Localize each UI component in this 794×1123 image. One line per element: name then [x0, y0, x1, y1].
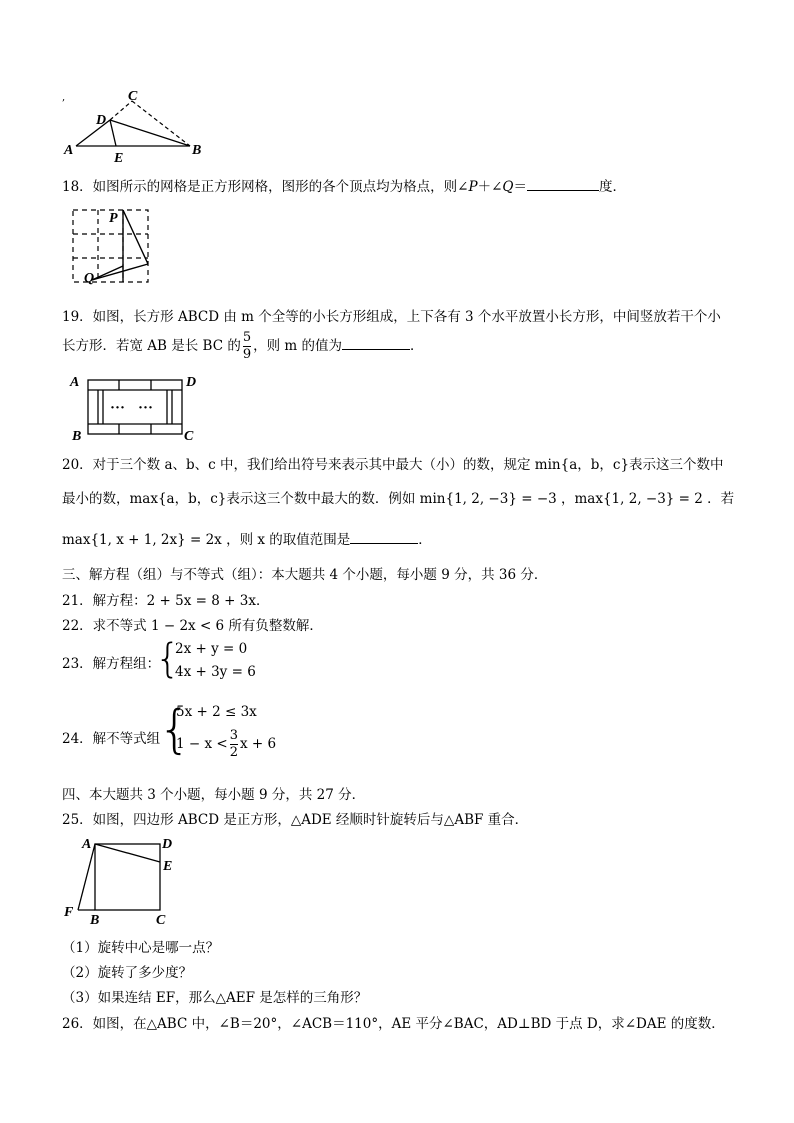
question-20-line2: 最小的数，max{a，b，c}表示这三个数中最大的数．例如 min{1, 2, −3} = −3 ，max{1, 2, −3} = 2 ．若	[62, 491, 735, 507]
fig18-label-Q: Q	[84, 271, 95, 286]
question-23-label: 23．解方程组：	[62, 656, 161, 672]
figure-25-square	[60, 832, 190, 932]
fig17-label-A: A	[64, 143, 74, 158]
question-18: 18．如图所示的网格是正方形网格，图形的各个顶点均为格点，则∠P＋∠Q＝ 度．	[62, 175, 626, 195]
fig19-label-D: D	[186, 375, 197, 390]
fig19-dots-1: ···	[110, 400, 126, 416]
section-4-heading: 四、本大题共 3 个小题，每小题 9 分，共 27 分．	[62, 787, 366, 803]
q23-eq1: 2x + y = 0	[175, 641, 248, 657]
fig25-label-E: E	[163, 859, 173, 874]
question-22: 22．求不等式 1 − 2x < 6 所有负整数解．	[62, 618, 323, 634]
q24-eq2: 1 − x < $\frac{3}{2}$ x + 6	[176, 728, 277, 760]
figure-19-rectangle	[62, 370, 212, 445]
fig25-label-D: D	[162, 837, 173, 852]
question-26: 26．如图，在△ABC 中，∠B＝20°，∠ACB＝110°，AE 平分∠BAC，AD⊥BD 于点 D，求∠DAE 的度数．	[62, 1016, 725, 1032]
figure-17-triangle	[60, 88, 220, 168]
fig17-label-B: B	[192, 143, 202, 158]
section-3-heading: 三、解方程（组）与不等式（组）：本大题共 4 个小题，每小题 9 分，共 36 分．	[62, 567, 548, 583]
fig19-dots-2: ···	[138, 400, 154, 416]
fig25-label-C: C	[156, 913, 166, 928]
answer-blank-20	[350, 529, 418, 544]
question-25-sub2: （2）旋转了多少度？	[62, 965, 193, 981]
question-25-sub1: （1）旋转中心是哪一点？	[62, 940, 220, 956]
question-25-sub3: （3）如果连结 EF，那么△AEF 是怎样的三角形？	[62, 990, 368, 1006]
brace-24: {	[158, 700, 192, 760]
q23-eq2: 4x + 3y = 6	[175, 664, 256, 680]
question-19-line2: 长方形．若宽 AB 是长 BC 的 $\frac{5}{9}$ ，则 m 的值为 ．	[62, 330, 424, 362]
fig19-label-C: C	[184, 429, 194, 444]
answer-blank-18	[527, 176, 599, 191]
fig19-label-B: B	[72, 429, 82, 444]
question-24-label: 24．解不等式组	[62, 731, 161, 747]
answer-blank-19	[342, 335, 410, 350]
question-25: 25．如图，四边形 ABCD 是正方形，△ADE 经顺时针旋转后与△ABF 重合．	[62, 812, 529, 828]
fraction-5-9: $\frac{5}{9}$	[242, 330, 252, 362]
fig17-label-C: C	[128, 89, 138, 104]
question-19-line1: 19．如图，长方形 ABCD 由 m 个全等的小长方形组成，上下各有 3 个水平放置小长方形，中间竖放若干个小	[62, 309, 721, 325]
fig17-label-D: D	[96, 113, 107, 128]
fig25-label-F: F	[64, 905, 74, 920]
fig25-label-B: B	[90, 913, 100, 928]
figure-18-grid	[62, 200, 162, 288]
question-21: 21．解方程：2 + 5x = 8 + 3x．	[62, 593, 270, 609]
fig19-label-A: A	[70, 375, 80, 390]
fig18-label-P: P	[109, 211, 118, 226]
fig17-label-E: E	[114, 151, 124, 166]
question-20-line3: max{1, x + 1, 2x} = 2x ，则 x 的取值范围是 ．	[62, 528, 432, 548]
question-20-line1: 20．对于三个数 a、b、c 中，我们给出符号来表示其中最大（小）的数，规定 min{a，b，c}表示这三个数中	[62, 457, 724, 473]
brace-23: {	[155, 636, 181, 682]
fig25-label-A: A	[82, 837, 92, 852]
stray-mark: ,	[62, 92, 66, 103]
q24-eq1: 5x + 2 ≤ 3x	[176, 704, 257, 720]
